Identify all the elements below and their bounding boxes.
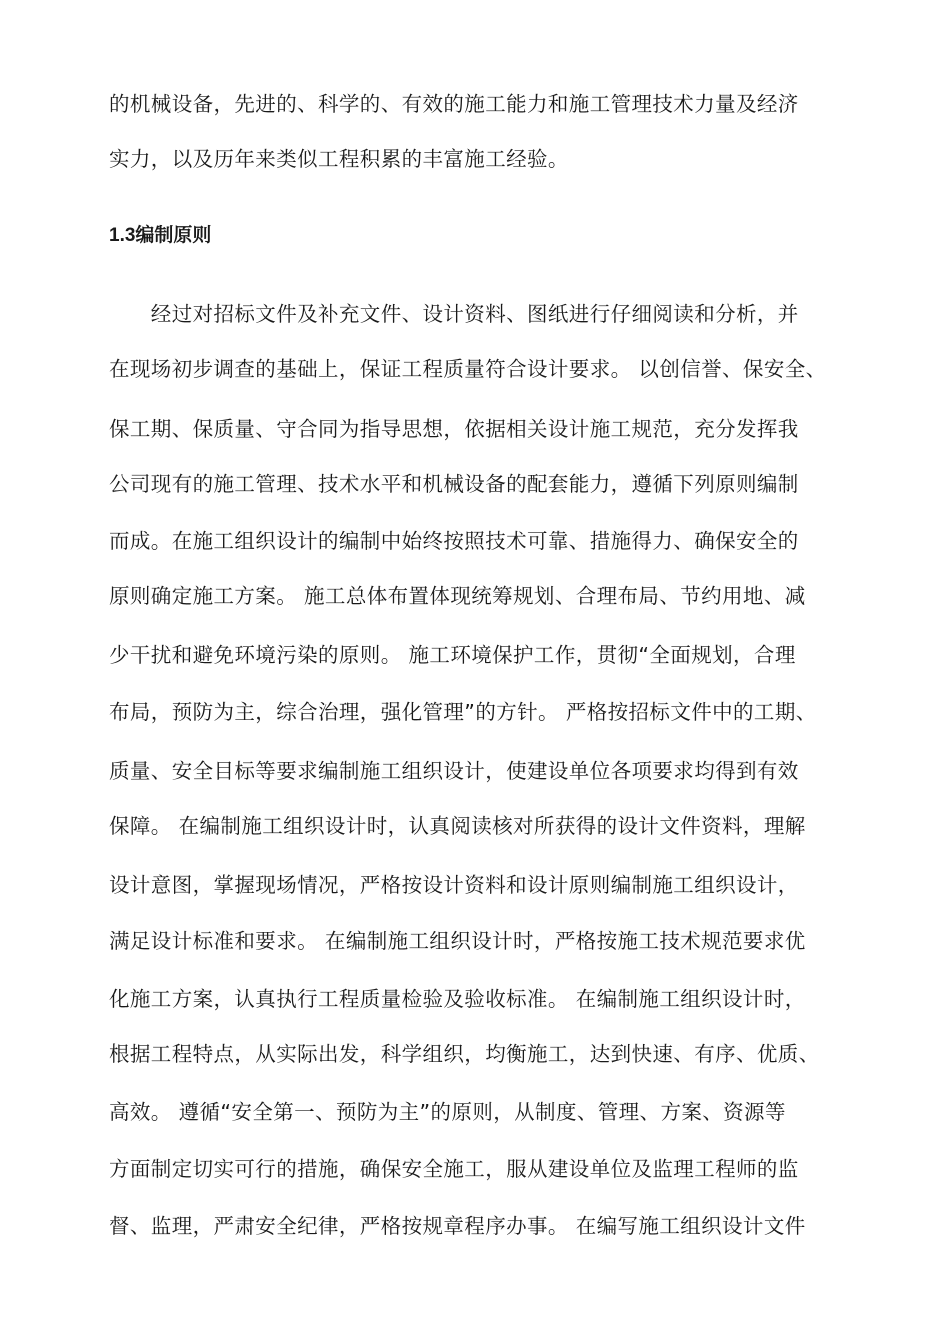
body-paragraph-line: 化施工方案，认真执行工程质量检验及验收标准。 在编制施工组织设计时， — [109, 987, 806, 1011]
body-paragraph-line: 原则确定施工方案。 施工总体布置体现统筹规划、合理布局、节约用地、减 — [109, 584, 806, 608]
body-paragraph-line: 质量、安全目标等要求编制施工组织设计，使建设单位各项要求均得到有效 — [109, 759, 799, 783]
body-paragraph-line: 经过对招标文件及补充文件、设计资料、图纸进行仔细阅读和分析，并 — [109, 302, 799, 326]
body-paragraph-line: 根据工程特点，从实际出发，科学组织，均衡施工，达到快速、有序、优质、 — [109, 1042, 820, 1066]
body-paragraph-line: 布局，预防为主，综合治理，强化管理”的方针。 严格按招标文件中的工期、 — [109, 700, 817, 724]
body-paragraph-line: 在现场初步调查的基础上，保证工程质量符合设计要求。 以创信誉、保安全、 — [109, 357, 827, 381]
body-paragraph-line: 少干扰和避免环境污染的原则。 施工环境保护工作，贯彻“全面规划，合理 — [109, 643, 796, 667]
body-paragraph-line: 设计意图，掌握现场情况，严格按设计资料和设计原则编制施工组织设计， — [109, 873, 799, 897]
body-paragraph-line: 满足设计标准和要求。 在编制施工组织设计时，严格按施工技术规范要求优 — [109, 929, 806, 953]
body-paragraph-line: 高效。 遵循“安全第一、预防为主”的原则，从制度、管理、方案、资源等 — [109, 1100, 786, 1124]
section-heading: 1.3编制原则 — [109, 225, 212, 246]
body-paragraph-line: 而成。在施工组织设计的编制中始终按照技术可靠、措施得力、确保安全的 — [109, 529, 799, 553]
body-paragraph-line: 方面制定切实可行的措施，确保安全施工，服从建设单位及监理工程师的监 — [109, 1157, 799, 1181]
intro-paragraph-line: 的机械设备，先进的、科学的、有效的施工能力和施工管理技术力量及经济 — [109, 92, 799, 116]
body-paragraph-line: 督、监理，严肃安全纪律，严格按规章程序办事。 在编写施工组织设计文件 — [109, 1214, 806, 1238]
body-paragraph-line: 保障。 在编制施工组织设计时，认真阅读核对所获得的设计文件资料，理解 — [109, 814, 806, 838]
body-paragraph-line: 公司现有的施工管理、技术水平和机械设备的配套能力，遵循下列原则编制 — [109, 472, 799, 496]
intro-paragraph-line: 实力，以及历年来类似工程积累的丰富施工经验。 — [109, 147, 569, 171]
body-paragraph-line: 保工期、保质量、守合同为指导思想，依据相关设计施工规范，充分发挥我 — [109, 417, 799, 441]
